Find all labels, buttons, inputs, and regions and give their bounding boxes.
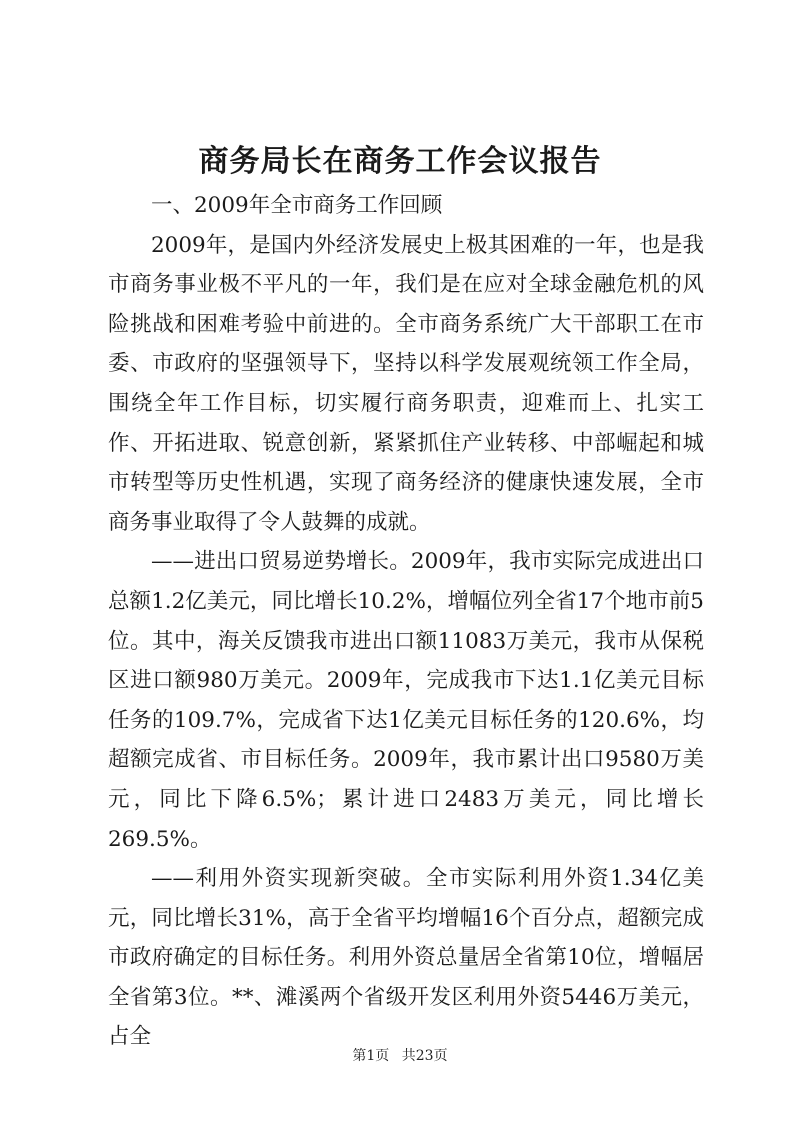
section-heading: 一、2009年全市商务工作回顾: [151, 193, 443, 218]
page-footer: [0, 1046, 800, 1066]
paragraph-overview: 2009年，是国内外经济发展史上极其困难的一年，也是我市商务事业极不平凡的一年，我们是在应对全球金融危机的风险挑战和困难考验中前进的。全市商务系统广大干部职工在市委、市政府的坚强领导下，坚持以科学发展观统领工作全局，围绕全年工作目标，切实履行商务职责，迎难而上、扎实工作、开拓进取、锐意创新，紧紧抓住产业转移、中部崛起和城市转型等历史性机遇，实现了商务经济的健康快速发展，全市商务事业取得了令人鼓舞的成就。: [108, 232, 704, 535]
paragraph-trade: ——进出口贸易逆势增长。2009年，我市实际完成进出口总额1.2亿美元，同比增长10.2%，增幅位列全省17个地市前5位。其中，海关反馈我市进出口额11083万美元，我市从保税区进口额980万美元。2009年，完成我市下达1.1亿美元目标任务的109.7%，完成省下达1亿美元目标任务的120.6%，均超额完成省、市目标任务。2009年，我市累计出口9580万美元，同比下降6.5%；累计进口2483万美元，同比增长269.5%。: [108, 549, 704, 852]
document-body: [108, 186, 704, 1057]
paragraph-foreign-investment: ——利用外资实现新突破。全市实际利用外资1.34亿美元，同比增长31%，高于全省平均增幅16个百分点，超额完成市政府确定的目标任务。利用外资总量居全省第10位，增幅居全省第3位。**、滩溪两个省级开发区利用外资5446万美元，占全: [108, 866, 704, 1050]
page-number: 第1页: [352, 1048, 390, 1064]
document-title: 商务局长在商务工作会议报告: [198, 144, 602, 179]
page-total: 共23页: [401, 1048, 448, 1064]
